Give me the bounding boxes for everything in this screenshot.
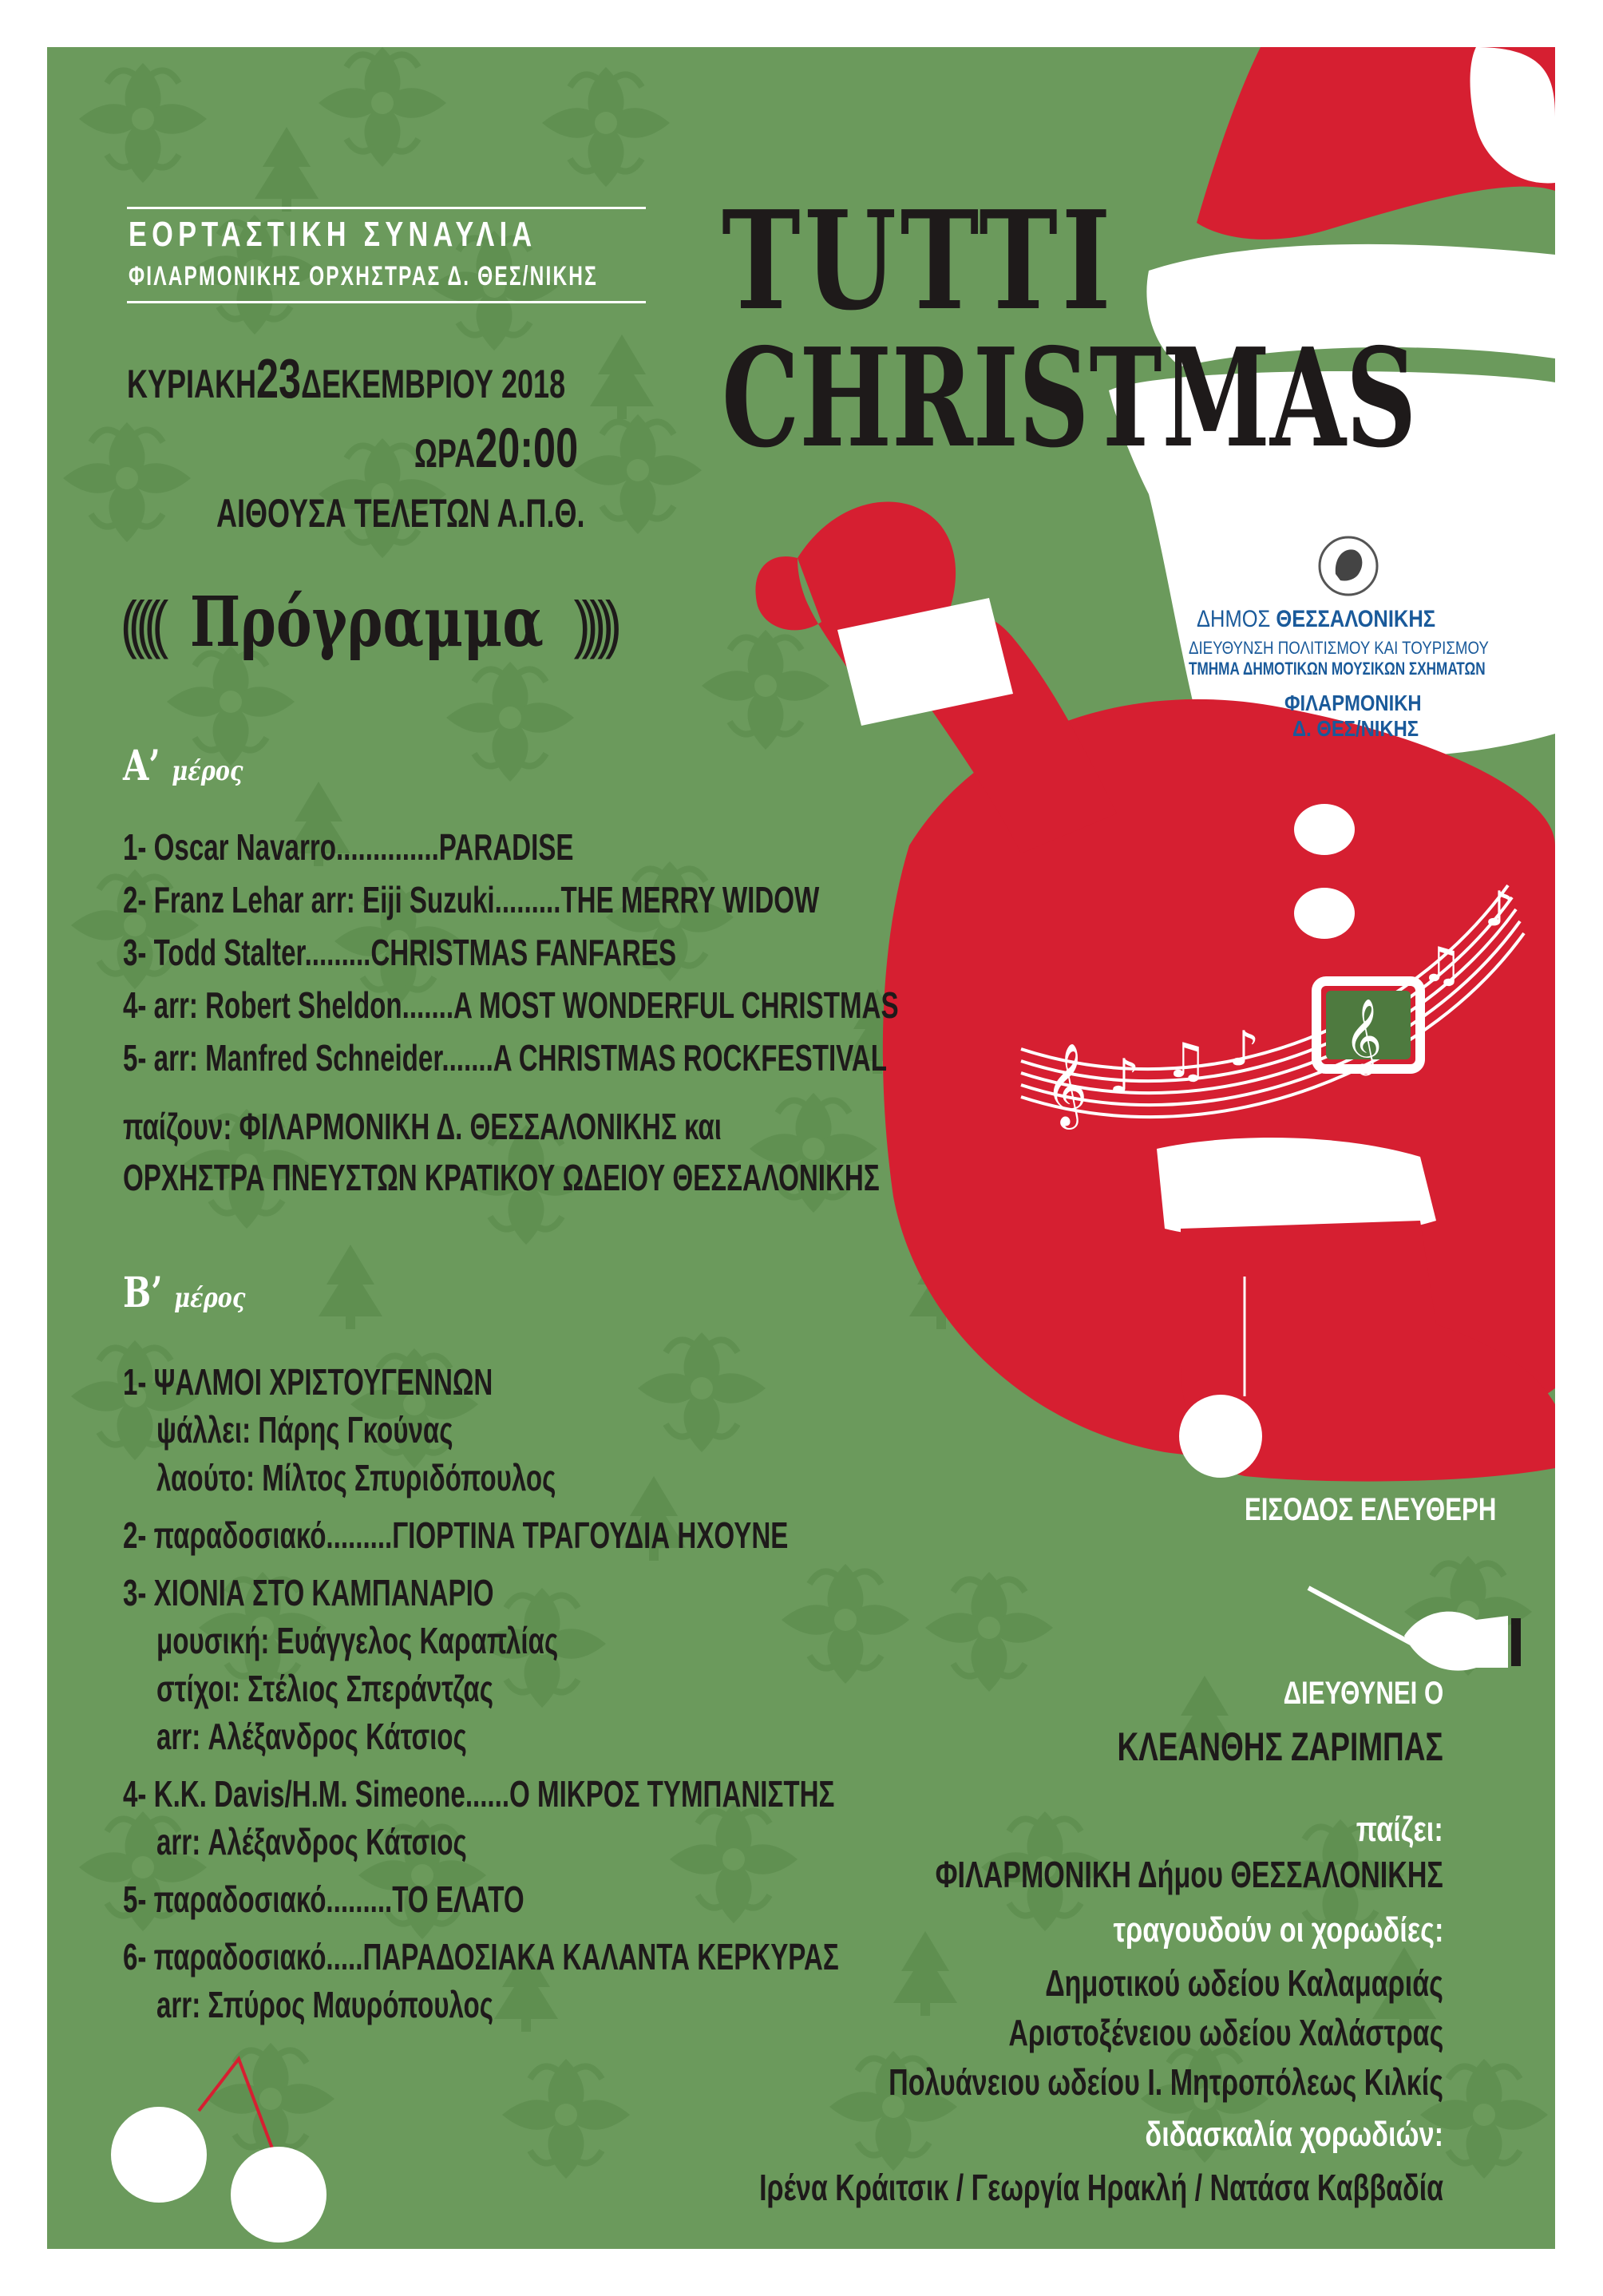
coat-button-1 xyxy=(1294,804,1355,855)
logo-directorate: ΔΙΕΥΘΥΝΣΗ ΠΟΛΙΤΙΣΜΟΥ ΚΑΙ ΤΟΥΡΙΣΜΟΥ xyxy=(1189,638,1489,658)
municipality-logo xyxy=(1181,534,1548,742)
part-b-line-5: 3- ΧΙΟΝΙΑ ΣΤΟ ΚΑΜΠΑΝΑΡΙΟ xyxy=(123,1572,494,1613)
part-a-performers-2: ΟΡΧΗΣΤΡΑ ΠΝΕΥΣΤΩΝ ΚΡΑΤΙΚΟΥ ΩΔΕΙΟΥ ΘΕΣΣΑΛΟΝΙΚΗΣ xyxy=(123,1157,880,1198)
part-a-item-5: 5- arr: Manfred Schneider.......A CHRISTMAS ROCKFESTIVAL xyxy=(123,1037,887,1079)
choir-3: Πολυάνειου ωδείου Ι. Μητροπόλεως Κιλκίς xyxy=(889,2061,1443,2103)
time-label: ΩΡΑ xyxy=(414,431,476,476)
logo-orchestra-1: ΦΙΛΑΡΜΟΝΙΚΗ xyxy=(1284,691,1422,715)
music-note-3: ♪ xyxy=(1229,1021,1260,1077)
logo-department: ΤΜΗΜΑ ΔΗΜΟΤΙΚΩΝ ΜΟΥΣΙΚΩΝ ΣΧΗΜΑΤΩΝ xyxy=(1189,659,1486,679)
part-b-line-3: λαούτο: Μίλτος Σπυριδόπουλος xyxy=(156,1457,556,1498)
mitten-pompom-2 xyxy=(231,2147,327,2243)
concert-title: ΕΟΡΤΑΣΤΙΚΗ ΣΥΝΑΥΛΙΑ xyxy=(129,215,537,254)
poster xyxy=(47,47,1555,2249)
teachers: Ιρένα Κράιτσικ / Γεωργία Ηρακλή / Νατάσα Καββαδία xyxy=(759,2167,1443,2208)
date-day-label-text: ΚΥΡΙΑΚΗ xyxy=(127,362,257,406)
part-b-line-1: 1- ΨΑΛΜΟΙ ΧΡΙΣΤΟΥΓΕΝΝΩΝ xyxy=(123,1361,493,1403)
sound-wave-right-icon: ))))) xyxy=(573,588,613,659)
alexander-head-icon xyxy=(1316,534,1380,598)
treble-clef-left: 𝄞 xyxy=(1045,1043,1088,1126)
part-b-line-10: arr: Αλέξανδρος Κάτσιος xyxy=(156,1821,467,1863)
part-a-item-3: 3- Todd Stalter.........CHRISTMAS FANFARES xyxy=(123,932,677,973)
date-row xyxy=(127,346,565,410)
part-b-line-6: μουσική: Ευάγγελος Καραπλίας xyxy=(156,1620,559,1661)
part-b-suffix: μέρος xyxy=(174,1282,246,1314)
logo-municipality-name: ΘΕΣΣΑΛΟΝΙΚΗΣ xyxy=(1276,606,1436,632)
part-b-line-7: στίχοι: Στέλιος Σπεράντζας xyxy=(156,1668,493,1709)
music-note-5: ♪ xyxy=(1484,881,1515,937)
teaching-label: διδασκαλία χορωδιών: xyxy=(1145,2115,1443,2154)
time-value: 20:00 xyxy=(475,417,579,479)
part-a-item-2: 2- Franz Lehar arr: Eiji Suzuki.........THE MERRY WIDOW xyxy=(123,879,820,920)
event-title-line1: TUTTI xyxy=(722,181,1115,341)
part-b-line-2: ψάλλει: Πάρης Γκούνας xyxy=(156,1409,453,1451)
music-note-2: ♫ xyxy=(1165,1033,1208,1089)
plays-value: ΦΙΛΑΡΜΟΝΙΚΗ Δήμου ΘΕΣΣΑΛΟΝΙΚΗΣ xyxy=(935,1854,1443,1895)
buckle-clef: 𝄞 xyxy=(1344,998,1383,1072)
header-divider-bottom xyxy=(127,301,646,303)
choirs-label: τραγουδούν οι χορωδίες: xyxy=(1113,1910,1443,1950)
boot-pompom xyxy=(1179,1395,1262,1478)
date-day-number: 23 xyxy=(256,347,302,410)
part-b-line-11: 5- παραδοσιακό.........ΤΟ ΕΛΑΤΟ xyxy=(123,1878,524,1920)
event-title-line2: CHRISTMAS xyxy=(722,319,1417,478)
part-b-line-13: arr: Σπύρος Μαυρόπουλος xyxy=(156,1984,493,2025)
program-heading: Πρόγραμμα xyxy=(189,582,544,663)
mitten-pompom-1 xyxy=(111,2107,207,2203)
date-month-year: ΔΕΚΕΜΒΡΙΟΥ 2018 xyxy=(301,362,566,406)
part-a-heading xyxy=(123,742,243,790)
part-a-performers-1: παίζουν: ΦΙΛΑΡΜΟΝΙΚΗ Δ. ΘΕΣΣΑΛΟΝΙΚΗΣ και xyxy=(123,1106,722,1147)
part-b-line-4: 2- παραδοσιακό.........ΓΙΟΡΤΙΝΑ ΤΡΑΓΟΥΔΙΑ ΗΧΟΥΝΕ xyxy=(123,1514,789,1556)
part-a-suffix: μέρος xyxy=(172,755,243,787)
part-b-line-9: 4- K.K. Davis/H.M. Simeone......Ο ΜΙΚΡΟΣ ΤΥΜΠΑΝΙΣΤΗΣ xyxy=(123,1773,835,1815)
logo-municipality-row xyxy=(1197,606,1435,633)
part-b-line-8: arr: Αλέξανδρος Κάτσιος xyxy=(156,1716,467,1757)
conducts-label: ΔΙΕΥΘΥΝΕΙ Ο xyxy=(1283,1676,1443,1711)
program-heading-row xyxy=(121,582,613,663)
free-entry-label: ΕΙΣΟΔΟΣ ΕΛΕΥΘΕΡΗ xyxy=(1245,1492,1497,1527)
choir-1: Δημοτικού ωδείου Καλαμαριάς xyxy=(1045,1962,1443,2004)
part-b-label: Β’ xyxy=(123,1269,163,1317)
mitten-string xyxy=(199,2059,275,2155)
music-note-1: ♪ xyxy=(1109,1049,1140,1105)
header-divider-top xyxy=(127,207,646,209)
conductor-baton xyxy=(1308,1588,1412,1644)
time-row xyxy=(414,416,578,480)
sound-wave-left-icon: ((((( xyxy=(121,588,160,659)
conductor-name: ΚΛΕΑΝΘΗΣ ΖΑΡΙΜΠΑΣ xyxy=(1117,1724,1443,1769)
concert-subtitle: ΦΙΛΑΡΜΟΝΙΚΗΣ ΟΡΧΗΣΤΡΑΣ Δ. ΘΕΣ/ΝΙΚΗΣ xyxy=(129,261,598,291)
venue: ΑΙΘΟΥΣΑ ΤΕΛΕΤΩΝ Α.Π.Θ. xyxy=(216,491,585,536)
part-a-label: Α’ xyxy=(123,742,160,790)
plays-label: παίζει: xyxy=(1356,1810,1443,1849)
coat-button-2 xyxy=(1294,888,1355,939)
part-a-item-1: 1- Oscar Navarro..............PARADISE xyxy=(123,826,574,868)
part-b-line-12: 6- παραδοσιακό.....ΠΑΡΑΔΟΣΙΑΚΑ ΚΑΛΑΝΤΑ ΚΕΡΚΥΡΑΣ xyxy=(123,1936,839,1977)
logo-municipality-prefix: ΔΗΜΟΣ xyxy=(1197,606,1271,632)
music-note-4: ♫ xyxy=(1420,937,1463,993)
choir-2: Αριστοξένειου ωδείου Χαλάστρας xyxy=(1008,2012,1443,2053)
logo-orchestra-2: Δ. ΘΕΣ/ΝΙΚΗΣ xyxy=(1292,716,1419,741)
part-a-item-4: 4- arr: Robert Sheldon.......A MOST WONDERFUL CHRISTMAS xyxy=(123,984,899,1026)
conducting-hand-icon xyxy=(1404,1612,1508,1671)
part-b-heading xyxy=(123,1269,245,1317)
